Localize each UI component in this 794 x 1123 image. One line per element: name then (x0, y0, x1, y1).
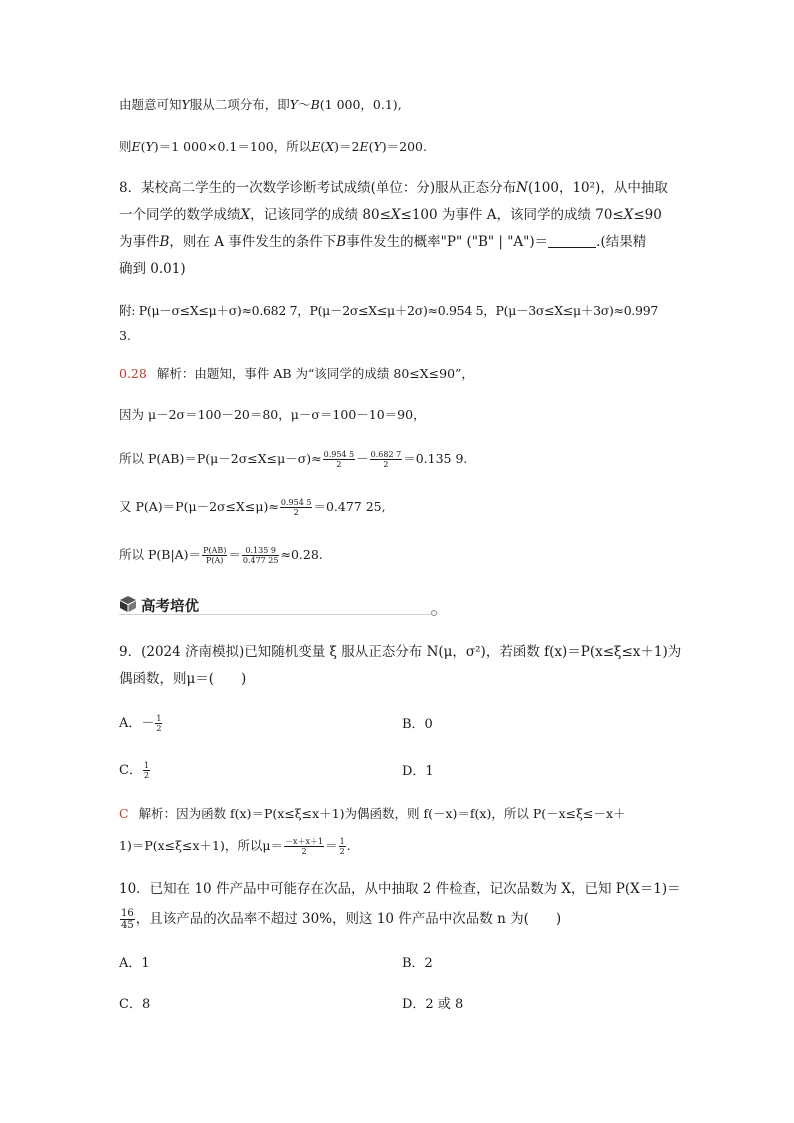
fraction: $\frac{16}{45}$ (121, 908, 134, 931)
option-b[interactable]: B．0 (402, 717, 433, 732)
section-divider (119, 614, 431, 615)
question-10-line: $\frac{16}{45}$ ，且该产品的次品率不超过 30%，则这 10 件产品中次品数 n 为( ) (121, 908, 562, 931)
fraction: $\frac{-x+x+1}{2}$ (285, 837, 324, 856)
option-d[interactable]: D．1 (402, 764, 434, 779)
answer-9-line: 1)＝P(x≤ξ≤x＋1)，所以μ＝ $\frac{-x+x+1}{2}$ ＝ $\frac{1}{2}$ . (119, 837, 351, 856)
question-10-line: 10．已知在 10 件产品中可能存在次品，从中抽取 2 件检查，记次品数为 X，已知 P(X＝1)＝ (119, 881, 681, 897)
fraction: $\frac{P(AB)}{P(A)}$ (203, 546, 227, 565)
question-8-line: 一个同学的数学成绩X，记该同学的成绩 80≤X≤100 为事件 A，该同学的成绩 70≤X≤90 (119, 207, 662, 223)
option-b[interactable]: B．2 (402, 956, 433, 971)
answer-label: 0.28 (119, 366, 147, 381)
question-9-line: 偶函数，则μ＝( ) (119, 671, 247, 687)
option-c[interactable]: C．8 (119, 997, 151, 1012)
option-a[interactable]: A．1 (119, 956, 150, 971)
fraction: $\frac{1}{2}$ (339, 837, 345, 856)
answer-8-line: 所以 P(AB)＝P(μ－2σ≤X≤μ－σ)≈ $\frac{0.954 5}{2}$ － $\frac{0.682 7}{2}$ ＝0.135 9. (119, 450, 468, 469)
question-8-line: 为事件B，则在 A 事件发生的条件下B事件发生的概率"P" ("B" | "A")＝ .(结果精 (119, 234, 647, 250)
section-title: 高考培优 (141, 599, 199, 615)
answer-8-line: 所以 P(B|A)＝ $\frac{P(AB)}{P(A)}$ ＝ $\frac{0.135 9}{0.477 25}$ ≈0.28. (119, 546, 323, 565)
answer-label: C (119, 806, 129, 821)
question-8-line: 确到 0.01) (119, 261, 186, 277)
question-8-line: 8．某校高二学生的一次数学诊断考试成绩(单位：分)服从正态分布N(100，10²)，从中抽取 (119, 180, 668, 196)
answer-blank[interactable] (548, 233, 596, 248)
question-9-line: 9．(2024 济南模拟)已知随机变量 ξ 服从正态分布 N(μ，σ²)，若函数 f(x)＝P(x≤ξ≤x＋1)为 (119, 644, 682, 660)
divider-dot (431, 610, 437, 616)
answer-8-line: 因为 μ－2σ＝100－20＝80，μ－σ＝100－10＝90， (119, 407, 426, 422)
answer-8-line: 0.28 解析：由题知，事件 AB 为“该同学的成绩 80≤X≤90”， (119, 366, 474, 381)
fraction: $\frac{0.135 9}{0.477 25}$ (242, 546, 279, 565)
option-d[interactable]: D．2 或 8 (402, 997, 464, 1012)
question-8-note: 附: P(μ－σ≤X≤μ＋σ)≈0.682 7，P(μ－2σ≤X≤μ＋2σ)≈0.954 5，P(μ－3σ≤X≤μ＋3σ)≈0.997 (119, 303, 658, 318)
fraction: $\frac{0.954 5}{2}$ (323, 450, 355, 469)
fraction: $\frac{0.954 5}{2}$ (280, 498, 312, 517)
section-header (119, 593, 439, 617)
fraction: $\frac{1}{2}$ (143, 761, 150, 780)
option-c[interactable]: C． $\frac{1}{2}$ (119, 761, 150, 780)
answer-9-line: C 解析：因为函数 f(x)＝P(x≤ξ≤x＋1)为偶函数，则 f(－x)＝f(x)，所以 P(－x≤ξ≤－x＋ (119, 806, 626, 821)
question-8-note: 3. (119, 328, 131, 343)
answer-8-line: 又 P(A)＝P(μ－2σ≤X≤μ)≈ $\frac{0.954 5}{2}$ ＝0.477 25, (119, 498, 386, 517)
fraction: $\frac{0.682 7}{2}$ (370, 450, 402, 469)
solution-line: 则E(Y)＝1 000×0.1＝100，所以E(X)＝2E(Y)＝200. (119, 139, 427, 154)
cube-icon (119, 595, 137, 613)
solution-line: 由题意可知Y服从二项分布，即Y～B(1 000，0.1), (119, 97, 402, 112)
option-a[interactable]: A．－ $\frac{1}{2}$ (119, 714, 162, 733)
fraction: $\frac{1}{2}$ (156, 714, 162, 733)
